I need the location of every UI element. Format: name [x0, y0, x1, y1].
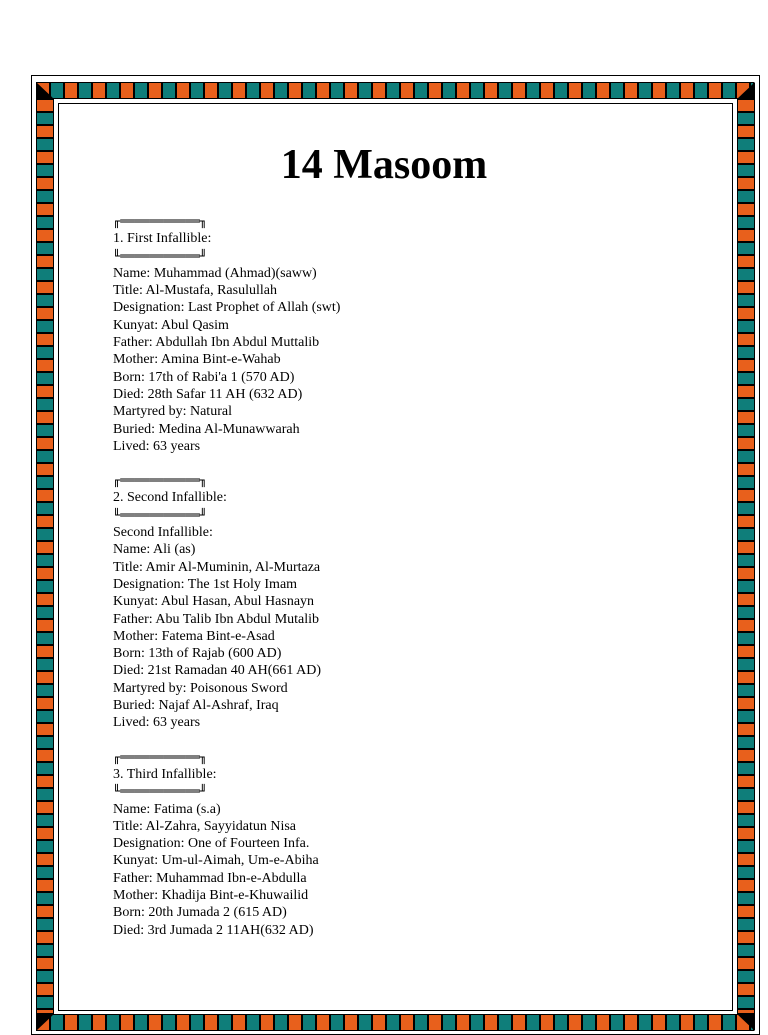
box-rule-top: ╓═══════════╖ — [113, 473, 207, 488]
content — [113, 213, 713, 956]
page-title: 14 Masoom — [280, 142, 488, 188]
box-rule-bottom: ╙═══════════╜ — [113, 784, 207, 799]
detail-line: Died: 3rd Jumada 2 11AH(632 AD) — [113, 922, 314, 938]
detail-line: Name: Muhammad (Ahmad)(saww) — [113, 265, 317, 281]
detail-line: Title: Al-Zahra, Sayyidatun Nisa — [113, 818, 297, 834]
detail-line: Second Infallible: — [113, 525, 213, 541]
border-strip-top — [36, 82, 754, 99]
border-strip-bottom — [36, 1014, 754, 1031]
detail-line: Kunyat: Abul Hasan, Abul Hasnayn — [113, 594, 315, 610]
box-rule-top: ╓═══════════╖ — [113, 214, 207, 228]
detail-line: Mother: Fatema Bint-e-Asad — [113, 628, 275, 644]
detail-line: Mother: Amina Bint-e-Wahab — [113, 352, 281, 368]
section-heading: 3. Third Infallible: — [113, 766, 217, 782]
section-first-infallible — [113, 213, 713, 455]
detail-line: Name: Ali (as) — [113, 542, 196, 558]
detail-line: Title: Al-Mustafa, Rasulullah — [113, 283, 277, 299]
detail-line: Buried: Medina Al-Munawwarah — [113, 421, 300, 437]
detail-line: Born: 20th Jumada 2 (615 AD) — [113, 905, 287, 921]
detail-line: Kunyat: Um-ul-Aimah, Um-e-Abiha — [113, 853, 319, 869]
detail-line: Died: 28th Safar 11 AH (632 AD) — [113, 386, 303, 402]
detail-line: Designation: The 1st Holy Imam — [113, 576, 298, 592]
border-strip-left — [36, 99, 54, 1014]
detail-line: Kunyat: Abul Qasim — [113, 317, 229, 333]
section-heading: 2. Second Infallible: — [113, 490, 227, 506]
box-rule-bottom: ╙═══════════╜ — [113, 507, 207, 522]
section-second-infallible — [113, 472, 713, 731]
detail-line: Martyred by: Natural — [113, 404, 232, 420]
border-strip-right — [737, 99, 755, 1014]
detail-line: Name: Fatima (s.a) — [113, 801, 221, 817]
detail-line: Father: Abu Talib Ibn Abdul Mutalib — [113, 611, 320, 627]
box-rule-bottom: ╙═══════════╜ — [113, 248, 207, 263]
detail-line: Buried: Najaf Al-Ashraf, Iraq — [113, 698, 279, 714]
box-rule-top: ╓═══════════╖ — [113, 749, 207, 764]
detail-line: Mother: Khadija Bint-e-Khuwailid — [113, 887, 309, 903]
detail-line: Lived: 63 years — [113, 715, 201, 731]
detail-line: Born: 17th of Rabi'a 1 (570 AD) — [113, 369, 295, 385]
section-third-infallible — [113, 749, 713, 939]
detail-line: Martyred by: Poisonous Sword — [113, 680, 288, 696]
detail-line: Designation: Last Prophet of Allah (swt) — [113, 300, 341, 316]
detail-line: Born: 13th of Rajab (600 AD) — [113, 646, 282, 662]
detail-line: Father: Muhammad Ibn-e-Abdulla — [113, 870, 307, 886]
section-heading: 1. First Infallible: — [113, 231, 212, 247]
detail-line: Designation: One of Fourteen Infa. — [113, 836, 310, 852]
detail-line: Died: 21st Ramadan 40 AH(661 AD) — [113, 663, 322, 679]
detail-line: Lived: 63 years — [113, 438, 201, 454]
detail-line: Father: Abdullah Ibn Abdul Muttalib — [113, 335, 320, 351]
detail-line: Title: Amir Al-Muminin, Al-Murtaza — [113, 559, 321, 575]
